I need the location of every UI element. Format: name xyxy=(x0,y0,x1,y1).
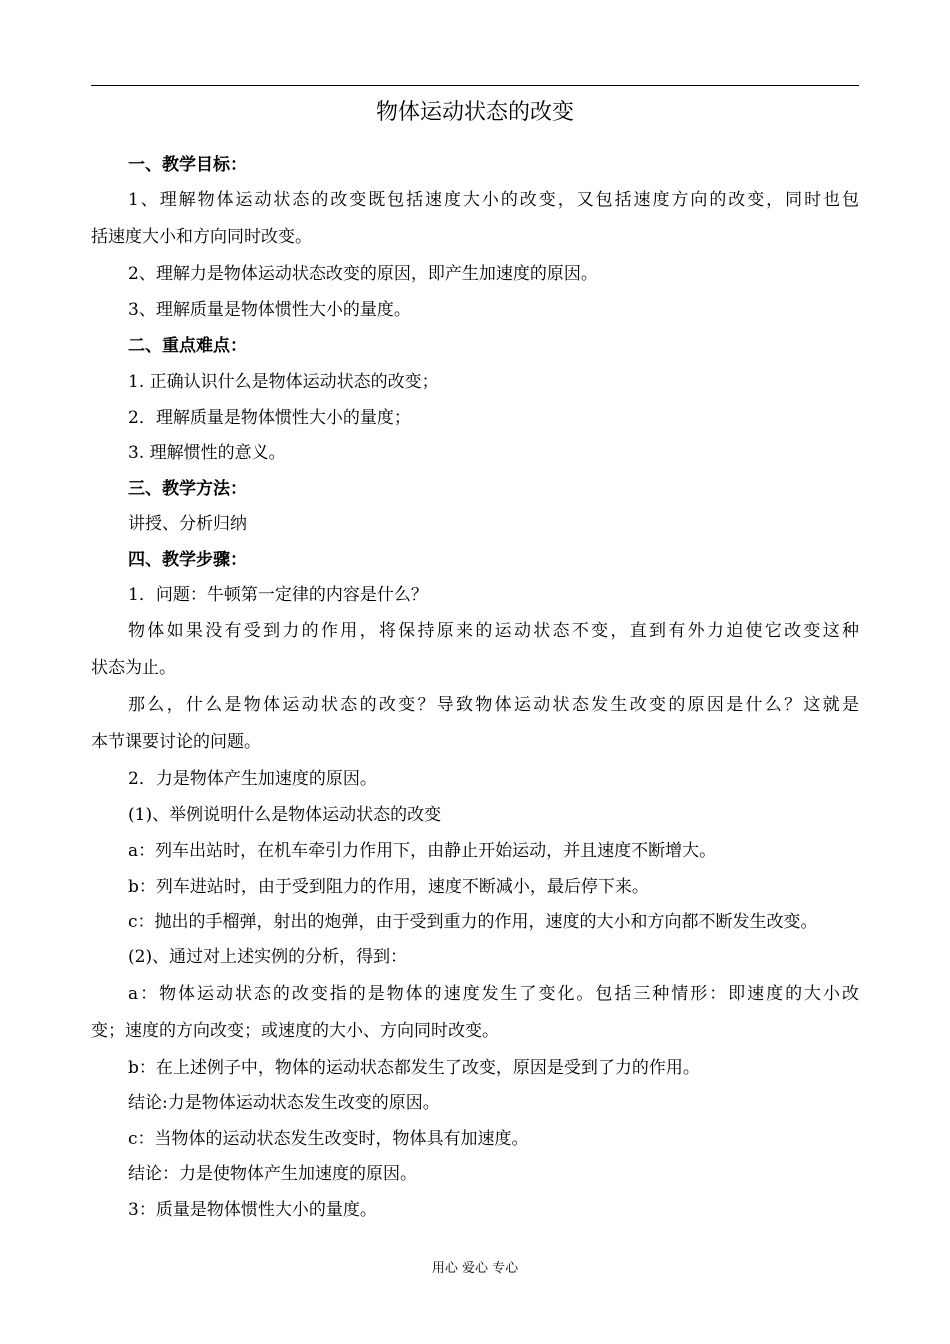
document-title: 物体运动状态的改变 xyxy=(375,100,574,125)
paragraph-line: (2)、通过对上述实例的分析，得到： xyxy=(128,947,408,967)
paragraph-line: 状态为止。 xyxy=(91,658,176,678)
section-heading-methods: 三、教学方法： xyxy=(128,479,247,499)
paragraph-line: b：列车进站时，由于受到阻力的作用，速度不断减小，最后停下来。 xyxy=(128,877,649,897)
paragraph-line: 变；速度的方向改变；或速度的大小、方向同时改变。 xyxy=(91,1021,499,1041)
section-heading-steps: 四、教学步骤： xyxy=(128,550,247,570)
paragraph-line: a：列车出站时，在机车牵引力作用下，由静止开始运动，并且速度不断增大。 xyxy=(128,841,717,861)
header-rule xyxy=(91,85,859,86)
paragraph-line: 物体如果没有受到力的作用，将保持原来的运动状态不变，直到有外力迫使它改变这种 xyxy=(128,621,859,641)
paragraph-line: b：在上述例子中，物体的运动状态都发生了改变，原因是受到了力的作用。 xyxy=(128,1058,700,1078)
section-heading-objectives: 一、教学目标： xyxy=(128,155,247,175)
paragraph-line: 2．理解质量是物体惯性大小的量度； xyxy=(128,408,411,428)
paragraph-line: c：当物体的运动状态发生改变时，物体具有加速度。 xyxy=(128,1129,529,1149)
paragraph-line: 1. 正确认识什么是物体运动状态的改变； xyxy=(128,372,439,392)
paragraph-line: 讲授、分析归纳 xyxy=(128,514,247,534)
section-heading-key-points: 二、重点难点： xyxy=(128,336,247,356)
paragraph-line: 括速度大小和方向同时改变。 xyxy=(91,227,312,247)
paragraph-line: a：物体运动状态的改变指的是物体的速度发生了变化。包括三种情形：即速度的大小改 xyxy=(128,984,859,1004)
paragraph-line: 1、理解物体运动状态的改变既包括速度大小的改变，又包括速度方向的改变，同时也包 xyxy=(128,190,859,210)
paragraph-line: (1)、举例说明什么是物体运动状态的改变 xyxy=(128,805,442,825)
paragraph-line: 1．问题：牛顿第一定律的内容是什么？ xyxy=(128,585,428,605)
paragraph-line: 3：质量是物体惯性大小的量度。 xyxy=(128,1200,377,1220)
paragraph-line: 3、理解质量是物体惯性大小的量度。 xyxy=(128,300,411,320)
paragraph-line: 本节课要讨论的问题。 xyxy=(91,732,261,752)
paragraph-line: 2、理解力是物体运动状态改变的原因，即产生加速度的原因。 xyxy=(128,264,598,284)
paragraph-line: 那么，什么是物体运动状态的改变？导致物体运动状态发生改变的原因是什么？这就是 xyxy=(128,695,859,715)
paragraph-line: c：抛出的手榴弹，射出的炮弹，由于受到重力的作用，速度的大小和方向都不断发生改变。 xyxy=(128,912,818,932)
paragraph-line: 结论：力是使物体产生加速度的原因。 xyxy=(128,1164,417,1184)
paragraph-line: 3. 理解惯性的意义。 xyxy=(128,443,286,463)
page-footer: 用心 爱心 专心 xyxy=(431,1261,519,1276)
paragraph-line: 结论:力是物体运动状态发生改变的原因。 xyxy=(128,1093,440,1113)
paragraph-line: 2．力是物体产生加速度的原因。 xyxy=(128,769,377,789)
